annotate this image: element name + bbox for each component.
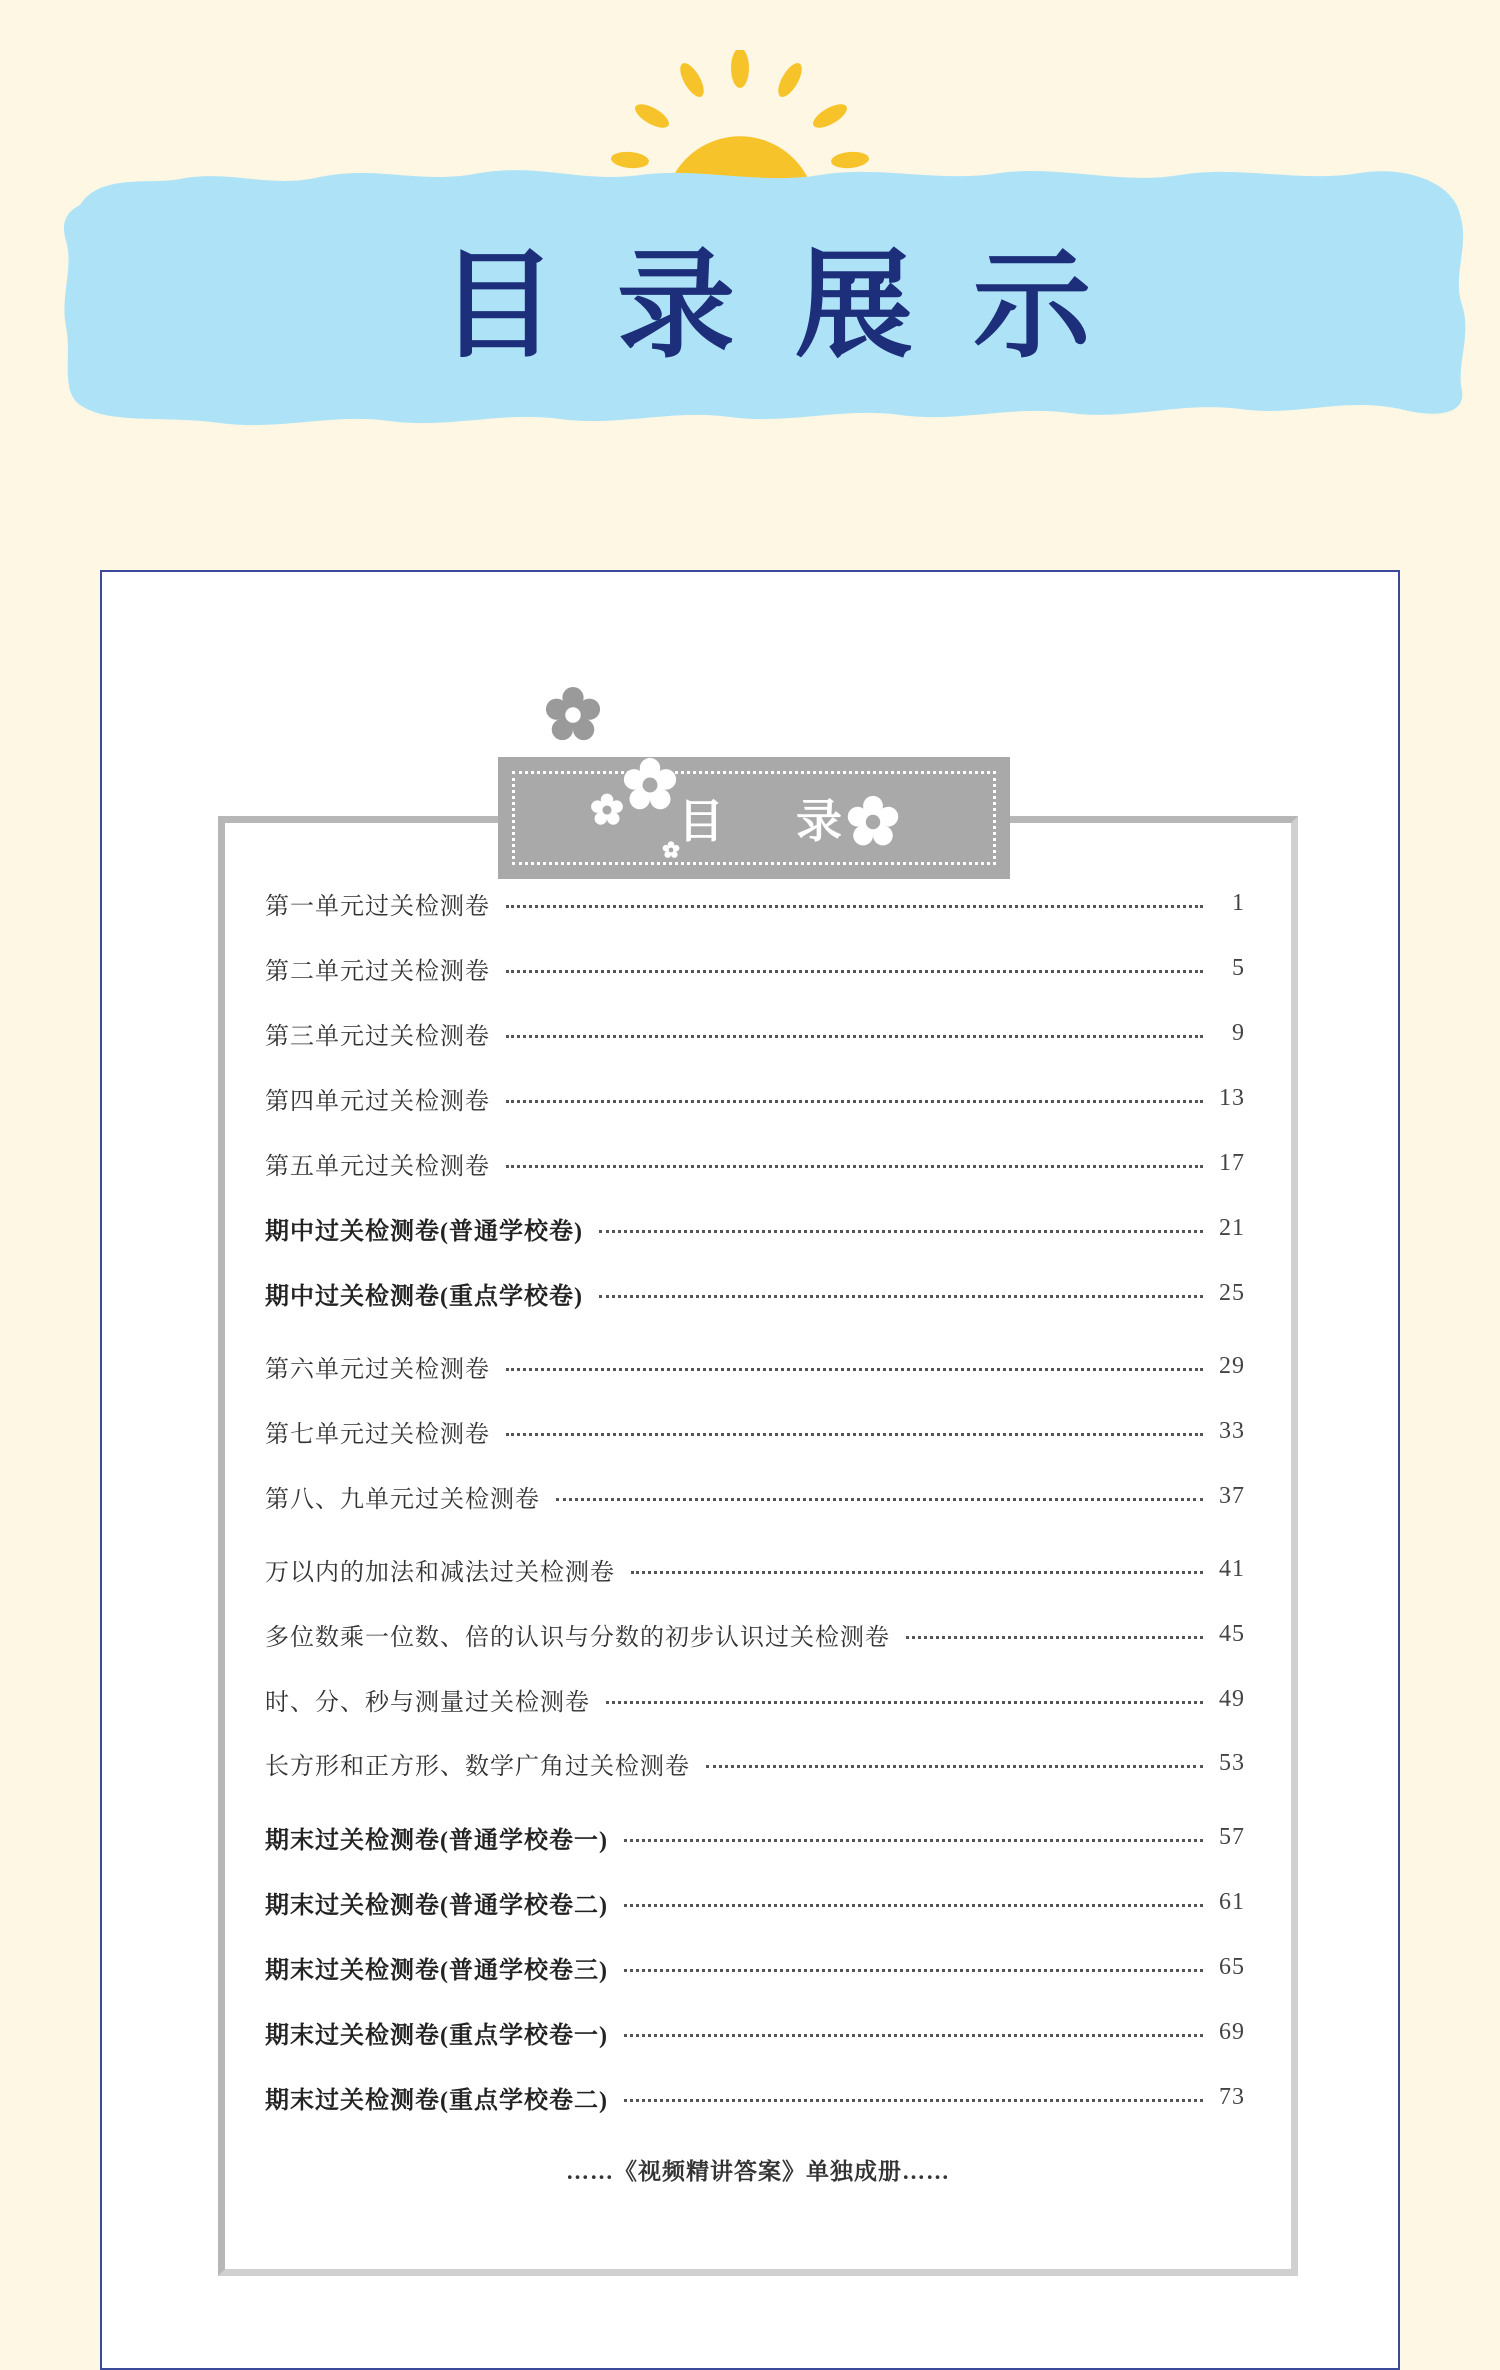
toc-list xyxy=(225,823,1291,2269)
toc-entry xyxy=(265,1549,1245,1589)
banner-title: 目录展示 xyxy=(438,236,1151,374)
toc-leader-dots xyxy=(624,2034,1203,2037)
toc-box xyxy=(218,816,1298,2276)
toc-leader-dots xyxy=(906,1636,1203,1639)
toc-entry-page: 73 xyxy=(1219,2083,1245,2110)
toc-entry-title: 期中过关检测卷(重点学校卷) xyxy=(265,1283,583,1310)
toc-leader-dots xyxy=(631,1571,1203,1574)
toc-entry-page: 25 xyxy=(1219,1279,1245,1306)
toc-entry-page: 17 xyxy=(1219,1149,1245,1176)
toc-entry-page: 41 xyxy=(1219,1555,1245,1582)
toc-entry xyxy=(265,883,1245,923)
toc-leader-dots xyxy=(506,905,1203,908)
toc-entry-title: 第八、九单元过关检测卷 xyxy=(265,1486,540,1513)
toc-entry xyxy=(265,1208,1245,1248)
toc-entry-page: 57 xyxy=(1219,1823,1245,1850)
toc-entry-title: 万以内的加法和减法过关检测卷 xyxy=(265,1559,615,1586)
toc-entry-page: 21 xyxy=(1219,1214,1245,1241)
toc-entry-page: 37 xyxy=(1219,1482,1245,1509)
toc-entry-title: 第一单元过关检测卷 xyxy=(265,893,490,920)
toc-entry xyxy=(265,1411,1245,1451)
flower-icon xyxy=(544,686,602,744)
toc-entry xyxy=(265,1743,1245,1783)
toc-entry-page: 65 xyxy=(1219,1953,1245,1980)
toc-entry-title: 期末过关检测卷(重点学校卷二) xyxy=(265,2087,608,2114)
banner xyxy=(0,0,1500,470)
toc-leader-dots xyxy=(556,1498,1203,1501)
toc-entry xyxy=(265,1273,1245,1313)
toc-entry-title: 第六单元过关检测卷 xyxy=(265,1356,490,1383)
toc-leader-dots xyxy=(599,1295,1203,1298)
toc-entry-page: 69 xyxy=(1219,2018,1245,2045)
toc-entry-page: 5 xyxy=(1232,954,1245,981)
toc-entry xyxy=(265,1947,1245,1987)
toc-entry-title: 第五单元过关检测卷 xyxy=(265,1153,490,1180)
toc-entry-title: 长方形和正方形、数学广角过关检测卷 xyxy=(265,1753,690,1780)
toc-leader-dots xyxy=(624,2099,1203,2102)
toc-leader-dots xyxy=(506,1368,1203,1371)
toc-entry-page: 45 xyxy=(1219,1620,1245,1647)
toc-leader-dots xyxy=(506,970,1203,973)
toc-entry xyxy=(265,1013,1245,1053)
toc-leader-dots xyxy=(599,1230,1203,1233)
toc-entry-title: 多位数乘一位数、倍的认识与分数的初步认识过关检测卷 xyxy=(265,1624,890,1651)
toc-entry xyxy=(265,1143,1245,1183)
document-frame xyxy=(100,570,1400,2370)
toc-entry-title: 期末过关检测卷(普通学校卷三) xyxy=(265,1957,608,1984)
toc-header xyxy=(498,757,1010,879)
toc-leader-dots xyxy=(506,1165,1203,1168)
toc-footer-note: ……《视频精讲答案》单独成册…… xyxy=(566,2159,950,2184)
toc-leader-dots xyxy=(624,1839,1203,1842)
toc-entry-page: 61 xyxy=(1219,1888,1245,1915)
toc-entry xyxy=(265,948,1245,988)
toc-entry xyxy=(265,1679,1245,1719)
toc-entry-title: 第七单元过关检测卷 xyxy=(265,1421,490,1448)
toc-entry-title: 期中过关检测卷(普通学校卷) xyxy=(265,1218,583,1245)
toc-leader-dots xyxy=(506,1433,1203,1436)
toc-entry-title: 期末过关检测卷(普通学校卷二) xyxy=(265,1892,608,1919)
toc-entry xyxy=(265,1614,1245,1654)
toc-entry xyxy=(265,1882,1245,1922)
toc-leader-dots xyxy=(506,1100,1203,1103)
toc-leader-dots xyxy=(506,1035,1203,1038)
toc-entry-title: 第四单元过关检测卷 xyxy=(265,1088,490,1115)
toc-leader-dots xyxy=(706,1765,1203,1768)
toc-entry-page: 9 xyxy=(1232,1019,1245,1046)
toc-entry xyxy=(265,1817,1245,1857)
toc-leader-dots xyxy=(606,1701,1203,1704)
toc-leader-dots xyxy=(624,1969,1203,1972)
toc-entry-page: 49 xyxy=(1219,1685,1245,1712)
toc-entry xyxy=(265,1346,1245,1386)
toc-entry xyxy=(265,2012,1245,2052)
toc-entry xyxy=(265,2077,1245,2117)
toc-entry-page: 29 xyxy=(1219,1352,1245,1379)
toc-entry-title: 第三单元过关检测卷 xyxy=(265,1023,490,1050)
toc-entry-page: 13 xyxy=(1219,1084,1245,1111)
toc-entry xyxy=(265,1078,1245,1118)
toc-entry-page: 53 xyxy=(1219,1749,1245,1776)
toc-entry-page: 33 xyxy=(1219,1417,1245,1444)
toc-entry-title: 期末过关检测卷(普通学校卷一) xyxy=(265,1827,608,1854)
toc-entry xyxy=(265,1476,1245,1516)
toc-entry-page: 1 xyxy=(1232,889,1245,916)
toc-header-title: 目 录 xyxy=(677,794,870,848)
toc-entry-title: 期末过关检测卷(重点学校卷一) xyxy=(265,2022,608,2049)
toc-leader-dots xyxy=(624,1904,1203,1907)
toc-entry-title: 第二单元过关检测卷 xyxy=(265,958,490,985)
toc-entry-title: 时、分、秒与测量过关检测卷 xyxy=(265,1689,590,1716)
